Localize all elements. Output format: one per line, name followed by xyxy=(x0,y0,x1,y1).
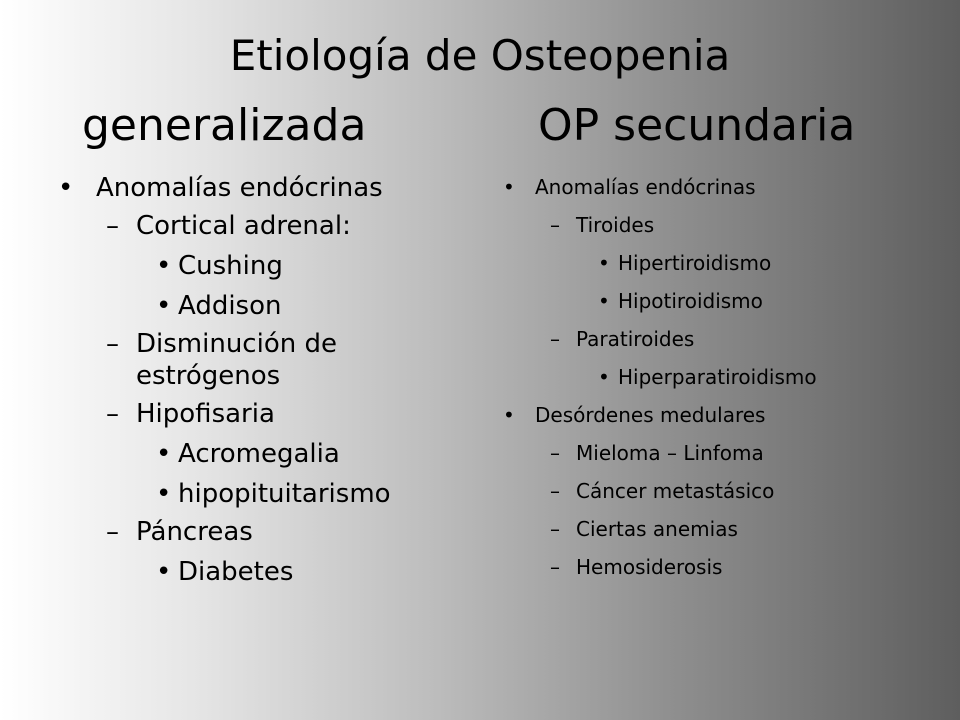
dash-icon: – xyxy=(550,441,560,465)
bullet-icon: • xyxy=(598,289,610,313)
list-item-text: Anomalías endócrinas xyxy=(535,175,756,199)
list-item-text: Mieloma – Linfoma xyxy=(576,441,764,465)
list-item-text: Cortical adrenal: xyxy=(136,211,351,241)
bullet-icon: • xyxy=(503,175,515,199)
list-item xyxy=(503,478,943,504)
bullet-icon: • xyxy=(156,479,172,509)
list-item xyxy=(58,438,458,470)
slide-title: Etiología de Osteopenia xyxy=(229,31,731,80)
bullet-icon: • xyxy=(156,291,172,321)
list-item-text: Tiroides xyxy=(576,213,655,237)
list-item-text: Hipotiroidismo xyxy=(618,289,763,313)
list-item xyxy=(503,516,943,542)
bullet-icon: • xyxy=(598,365,610,389)
bullet-icon: • xyxy=(156,439,172,469)
dash-icon: – xyxy=(550,213,560,237)
bullet-icon: • xyxy=(58,173,74,203)
dash-icon: – xyxy=(106,211,119,241)
list-item xyxy=(503,402,943,428)
list-item-text: Disminución de estrógenos xyxy=(136,329,337,391)
list-item xyxy=(58,328,426,392)
bullet-icon: • xyxy=(156,557,172,587)
list-item xyxy=(58,516,458,548)
list-item xyxy=(503,288,943,314)
dash-icon: – xyxy=(550,327,560,351)
list-item xyxy=(58,398,458,430)
list-item xyxy=(503,174,943,200)
bullet-icon: • xyxy=(598,251,610,275)
list-item-text: Paratiroides xyxy=(576,327,695,351)
dash-icon: – xyxy=(106,517,119,547)
list-item xyxy=(503,554,943,580)
list-item xyxy=(58,172,458,204)
bullet-icon: • xyxy=(156,251,172,281)
list-item-text: Hiperparatiroidismo xyxy=(618,365,817,389)
list-item-text: Desórdenes medulares xyxy=(535,403,766,427)
right-column-heading: OP secundaria xyxy=(538,100,856,151)
list-item-text: hipopituitarismo xyxy=(178,479,391,509)
list-item-text: Addison xyxy=(178,291,282,321)
dash-icon: – xyxy=(550,555,560,579)
list-item-text: Anomalías endócrinas xyxy=(96,173,383,203)
list-item-text: Ciertas anemias xyxy=(576,517,738,541)
list-item-text: Hemosiderosis xyxy=(576,555,723,579)
list-item xyxy=(503,326,943,352)
list-item xyxy=(58,210,458,242)
left-bullet-list xyxy=(58,170,458,588)
list-item xyxy=(58,250,458,282)
list-item xyxy=(58,478,458,510)
list-item xyxy=(503,250,943,276)
dash-icon: – xyxy=(550,479,560,503)
right-bullet-list xyxy=(503,174,943,580)
list-item xyxy=(503,440,943,466)
dash-icon: – xyxy=(550,517,560,541)
dash-icon: – xyxy=(106,329,119,359)
dash-icon: – xyxy=(106,399,119,429)
list-item xyxy=(58,556,458,588)
list-item-text: Páncreas xyxy=(136,517,253,547)
list-item-text: Cushing xyxy=(178,251,283,281)
list-item xyxy=(58,290,458,322)
list-item-text: Hipertiroidismo xyxy=(618,251,772,275)
list-item-text: Cáncer metastásico xyxy=(576,479,775,503)
list-item-text: Acromegalia xyxy=(178,439,340,469)
list-item-text: Diabetes xyxy=(178,557,294,587)
list-item xyxy=(503,364,943,390)
bullet-icon: • xyxy=(503,403,515,427)
left-column-heading: generalizada xyxy=(82,100,367,151)
list-item-text: Hipofisaria xyxy=(136,399,275,429)
list-item xyxy=(503,212,943,238)
